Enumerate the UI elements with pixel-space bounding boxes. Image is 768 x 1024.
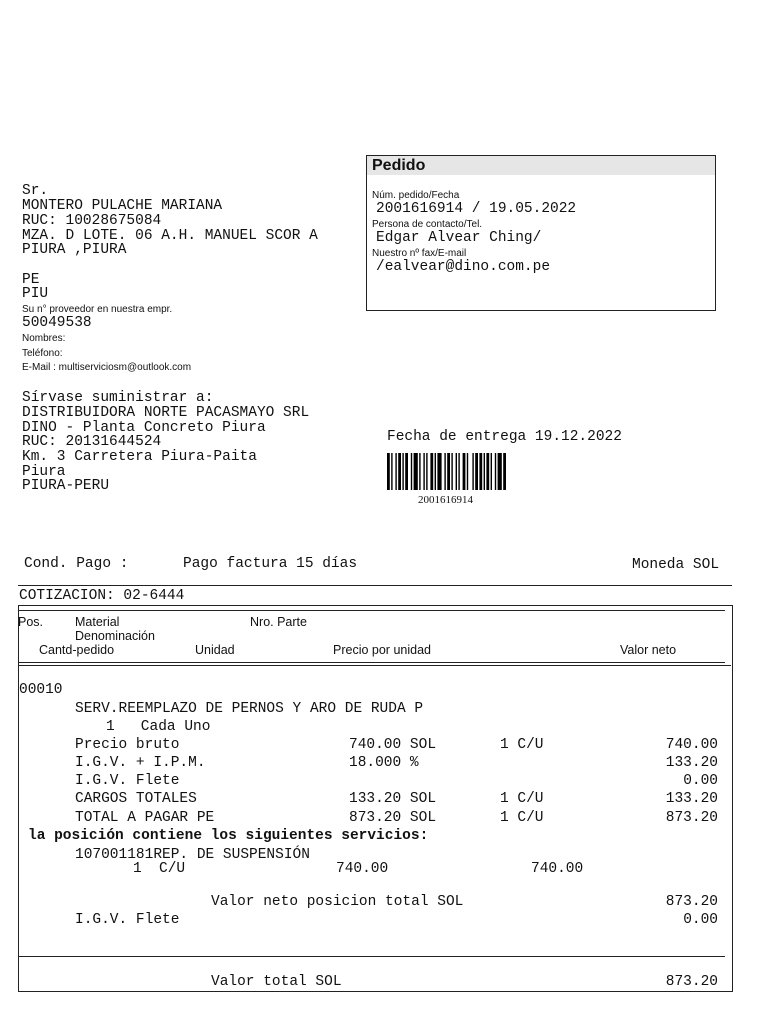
row-label: I.G.V. + I.P.M. <box>75 755 206 771</box>
row-label: CARGOS TOTALES <box>75 791 197 807</box>
barcode-bar <box>475 453 478 490</box>
barcode-bar <box>451 453 452 490</box>
order-number-label: Núm. pedido/Fecha <box>372 190 460 201</box>
row-amount: 740.00 SOL <box>349 737 437 753</box>
barcode-bar <box>498 453 502 490</box>
addressee-country: PE <box>22 272 40 288</box>
barcode-bar <box>458 453 459 490</box>
delivery-plant: DINO - Planta Concreto Piura <box>22 420 266 436</box>
barcode-bar <box>467 453 468 490</box>
item-position: 00010 <box>19 682 63 698</box>
header-qty: Cantd-pedido <box>39 643 115 657</box>
barcode-bar <box>437 453 441 490</box>
row-per: 1 C/U <box>500 737 544 753</box>
header-net-value: Valor neto <box>620 643 677 657</box>
barcode-number: 2001616914 <box>418 494 473 506</box>
table-header-rule-bottom-1 <box>18 662 725 663</box>
freight-label: I.G.V. Flete <box>75 912 180 928</box>
header-part: Nro. Parte <box>250 615 307 629</box>
barcode-bar <box>414 453 418 490</box>
row-value: 0.00 <box>683 773 718 789</box>
delivery-intro: Sírvase suministrar a: <box>22 390 214 406</box>
barcode-bar <box>411 453 412 490</box>
addressee-ruc: RUC: 10028675084 <box>22 213 162 229</box>
row-per: 1 C/U <box>500 791 544 807</box>
addressee-address-1: MZA. D LOTE. 06 A.H. MANUEL SCOR A <box>22 228 318 244</box>
freight-value: 0.00 <box>683 912 718 928</box>
addressee-region: PIU <box>22 286 49 302</box>
barcode-bar <box>491 453 492 490</box>
grand-total-label: Valor total SOL <box>211 974 342 990</box>
barcode-bar <box>479 453 482 490</box>
barcode-bar <box>472 453 473 490</box>
barcode-bar <box>426 453 427 490</box>
row-value: 133.20 <box>665 791 718 807</box>
header-pos: Pos. <box>18 615 44 629</box>
service-value: 740.00 <box>531 861 584 877</box>
payment-value: Pago factura 15 días <box>183 556 358 572</box>
row-amount: 873.20 SOL <box>349 810 437 826</box>
barcode-bar <box>405 453 408 490</box>
barcode-bar <box>430 453 433 490</box>
item-description: SERV.REEMPLAZO DE PERNOS Y ARO DE RUDA P <box>75 701 424 717</box>
barcode-bar <box>456 453 457 490</box>
row-amount: 133.20 SOL <box>349 791 437 807</box>
order-number-value: 2001616914 / 19.05.2022 <box>376 201 577 217</box>
fax-value: /ealvear@dino.com.pe <box>376 259 551 275</box>
delivery-date: Fecha de entrega 19.12.2022 <box>387 429 622 445</box>
barcode-bar <box>463 453 466 490</box>
row-label: TOTAL A PAGAR PE <box>75 810 215 826</box>
email-line: E-Mail : multiserviciosm@outlook.com <box>22 362 192 373</box>
quote-reference: COTIZACION: 02-6444 <box>19 588 185 604</box>
divider-top <box>18 585 732 586</box>
supplier-number: 50049538 <box>22 315 92 331</box>
names-label: Nombres: <box>22 333 66 344</box>
position-total-label: Valor neto posicion total SOL <box>211 894 464 910</box>
barcode-bar <box>495 453 496 490</box>
barcode-bar <box>447 453 450 490</box>
row-label: I.G.V. Flete <box>75 773 180 789</box>
row-value: 873.20 <box>665 810 718 826</box>
barcode <box>387 453 557 490</box>
header-price: Precio por unidad <box>333 643 431 657</box>
barcode-bar <box>391 453 392 490</box>
payment-label: Cond. Pago : <box>24 556 129 572</box>
row-amount: 18.000 % <box>349 755 419 771</box>
delivery-city: Piura <box>22 464 66 480</box>
barcode-bar <box>423 453 424 490</box>
service-line: 107001181REP. DE SUSPENSIÓN <box>75 847 310 863</box>
pedido-box <box>366 155 716 311</box>
position-total-value: 873.20 <box>665 894 718 910</box>
header-material: Material <box>75 615 120 629</box>
pedido-title: Pedido <box>372 157 426 174</box>
grand-total-value: 873.20 <box>665 974 718 990</box>
barcode-bar <box>398 453 401 490</box>
addressee-address-2: PIURA ,PIURA <box>22 242 127 258</box>
barcode-bar <box>503 453 506 490</box>
header-unit: Unidad <box>195 643 235 657</box>
item-quantity: 1 Cada Uno <box>106 719 211 735</box>
barcode-bar <box>444 453 445 490</box>
row-value: 740.00 <box>665 737 718 753</box>
barcode-bar <box>395 453 396 490</box>
currency: Moneda SOL <box>632 557 720 573</box>
barcode-bar <box>419 453 420 490</box>
contact-label: Persona de contacto/Tel. <box>372 219 483 230</box>
barcode-bar <box>435 453 436 490</box>
phone-label: Teléfono: <box>22 348 63 359</box>
totals-rule <box>18 956 725 957</box>
barcode-bar <box>484 453 485 490</box>
table-header-rule-bottom-2 <box>18 665 731 666</box>
delivery-ruc: RUC: 20131644524 <box>22 434 162 450</box>
row-per: 1 C/U <box>500 810 544 826</box>
addressee-name: MONTERO PULACHE MARIANA <box>22 198 223 214</box>
salutation: Sr. <box>22 183 49 199</box>
header-denomination: Denominación <box>75 629 155 643</box>
delivery-address: Km. 3 Carretera Piura-Paita <box>22 449 257 465</box>
barcode-graphic <box>387 453 557 490</box>
service-qty: 1 <box>133 861 142 877</box>
contact-value: Edgar Alvear Ching/ <box>376 230 542 246</box>
row-label: Precio bruto <box>75 737 180 753</box>
service-unit: C/U <box>159 861 186 877</box>
fax-label: Nuestro nº fax/E-mail <box>372 248 467 259</box>
table-header-rule-top <box>18 610 725 611</box>
delivery-country: PIURA-PERU <box>22 478 110 494</box>
delivery-company: DISTRIBUIDORA NORTE PACASMAYO SRL <box>22 405 310 421</box>
services-heading: la posición contiene los siguientes servicios: <box>28 828 429 844</box>
barcode-bar <box>486 453 489 490</box>
service-price: 740.00 <box>336 861 389 877</box>
barcode-bar <box>402 453 403 490</box>
row-value: 133.20 <box>665 755 718 771</box>
barcode-bar <box>387 453 390 490</box>
supplier-number-label: Su n° proveedor en nuestra empr. <box>22 304 173 315</box>
